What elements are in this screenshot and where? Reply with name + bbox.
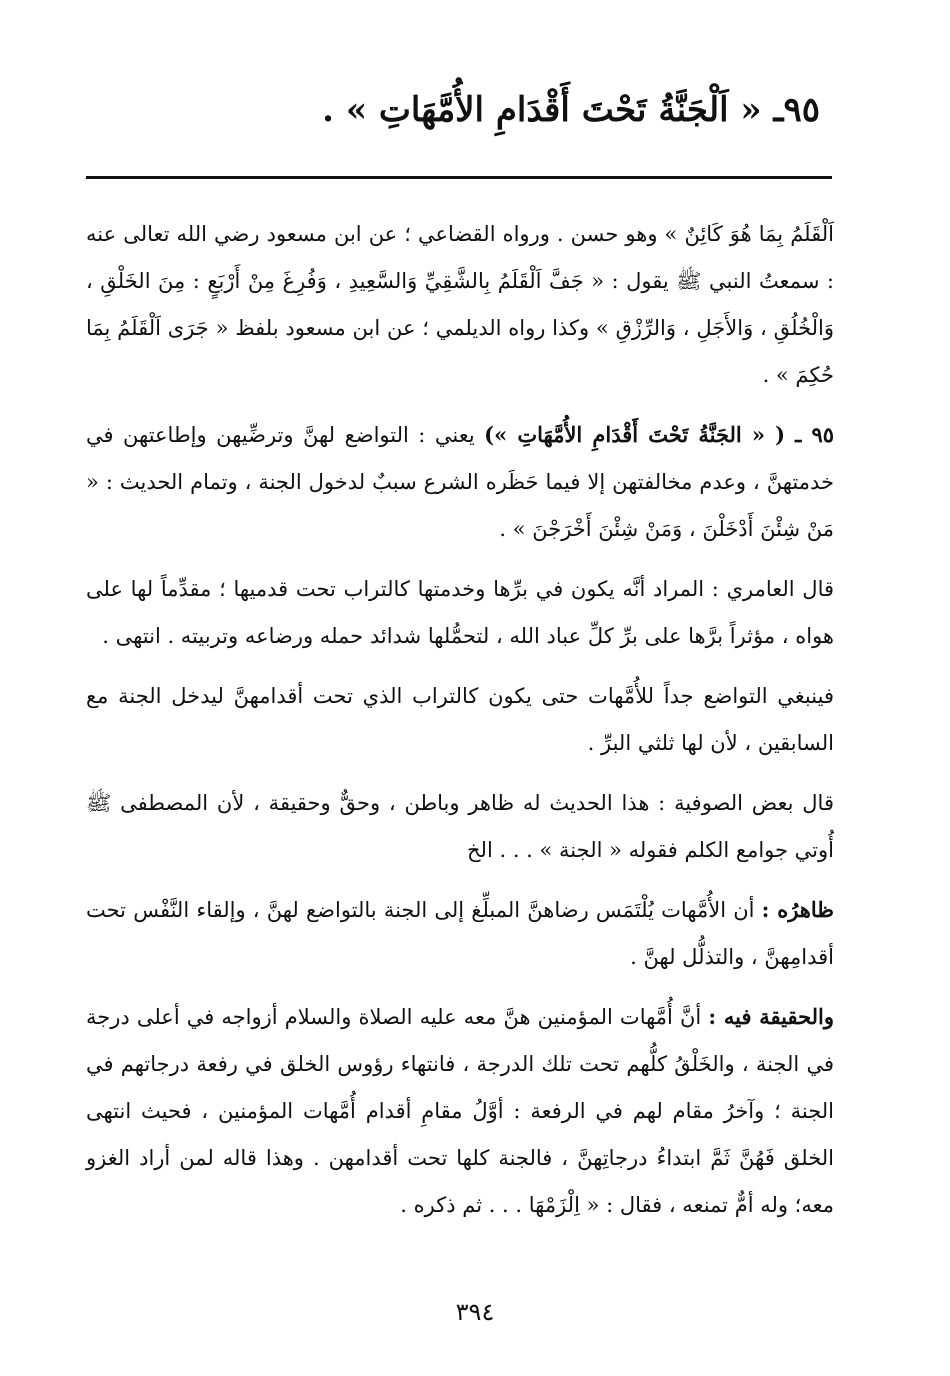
commentary-body xyxy=(86,210,834,1241)
paragraph-text: قال العامري : المراد أنَّه يكون في برِّها وخدمتها كالتراب تحت قدميها ؛ مقدِّماً لها على هواه ، مؤثراً برَّها على برِّ كلِّ عباد الله ، لتحمُّلها شدائد حمله ورضاعه وتربيته . انتهى . xyxy=(86,577,834,648)
paragraph-lead: والحقيقة فيه : xyxy=(708,1004,834,1029)
paragraph-text: أنَّ أُمَّهات المؤمنين هنَّ معه عليه الصلاة والسلام أزواجه في أعلى درجة في الجنة ، والخَلْقُ كلُّهم تحت تلك الدرجة ، فانتهاء رؤوس الخلق في رفعة درجاتهم في الجنة ؛ وآخرُ مقام لهم في الرفعة : أوَّلُ مقامِ أقدام أُمَّهات المؤمنين ، فحيث انتهى الخلق فَهُنَّ ثَمَّ ابتداءُ درجاتِهنَّ ، فالجنة كلها تحت أقدامهن . وهذا قاله لمن أراد الغزو معه؛ وله أمٌّ تمنعه ، فقال : « اِلْزَمْهَا . . . ثم ذكره . xyxy=(86,1005,834,1217)
hadith-heading: ٩٥ـ « اَلْجَنَّةُ تَحْتَ أَقْدَامِ الأُمَّهَاتِ » . xyxy=(322,90,820,130)
commentary-paragraph xyxy=(86,565,834,660)
paragraph-text: قال بعض الصوفية : هذا الحديث له ظاهر وباطن ، وحقٌّ وحقيقة ، لأن المصطفى ﷺ أُوتي جوامع الكلم فقوله « الجنة » . . . الخ xyxy=(86,791,834,862)
page-number: ٣٩٤ xyxy=(455,1298,495,1326)
commentary-paragraph xyxy=(86,210,834,399)
paragraph-text: يعني : التواضع لهنَّ وترضِّيهن وإطاعتهن في خدمتهنَّ ، وعدم مخالفتهن إلا فيما حَظَره الشرع سببٌ لدخول الجنة ، وتمام الحديث : « مَنْ شِئْنَ أَدْخَلْنَ ، وَمَنْ شِئْنَ أَخْرَجْنَ » . xyxy=(86,423,834,541)
paragraph-text: أن الأُمَّهات يُلْتَمَس رضاهنَّ المبلِّغ إلى الجنة بالتواضع لهنَّ ، وإلقاء النَّفْس تحت أقدامِهنَّ ، والتذلُّل لهنَّ . xyxy=(86,898,834,969)
heading-divider xyxy=(86,176,832,179)
commentary-paragraph xyxy=(86,411,834,553)
commentary-paragraph xyxy=(86,886,834,981)
commentary-paragraph xyxy=(86,672,834,767)
commentary-paragraph xyxy=(86,993,834,1229)
paragraph-lead: ٩٥ ـ ( « الجَنَّةُ تَحْتَ أَقْدَامِ الأُمَّهَاتِ ») xyxy=(484,422,835,447)
paragraph-text: اَلْقَلَمُ بِمَا هُوَ كَائِنٌ » وهو حسن . ورواه القضاعي ؛ عن ابن مسعود رضي الله تعالى عنه : سمعتُ النبي ﷺ يقول : « جَفَّ اَلْقَلَمُ بِالشَّقِيِّ وَالسَّعِيدِ ، وَفُرِغَ مِنْ أَرْبَعٍ : مِنَ الخَلْقِ ، وَالْخُلُقِ ، وَالأَجَلِ ، وَالرِّزْقِ » وكذا رواه الديلمي ؛ عن ابن مسعود بلفظ « جَرَى اَلْقَلَمُ بِمَا حُكِمَ » . xyxy=(86,222,834,387)
commentary-paragraph xyxy=(86,779,834,874)
paragraph-text: فينبغي التواضع جداً للأُمَّهات حتى يكون كالتراب الذي تحت أقدامهنَّ ليدخل الجنة مع السابقين ، لأن لها ثلثي البرِّ . xyxy=(86,684,834,755)
paragraph-lead: ظاهرُه : xyxy=(761,897,834,922)
